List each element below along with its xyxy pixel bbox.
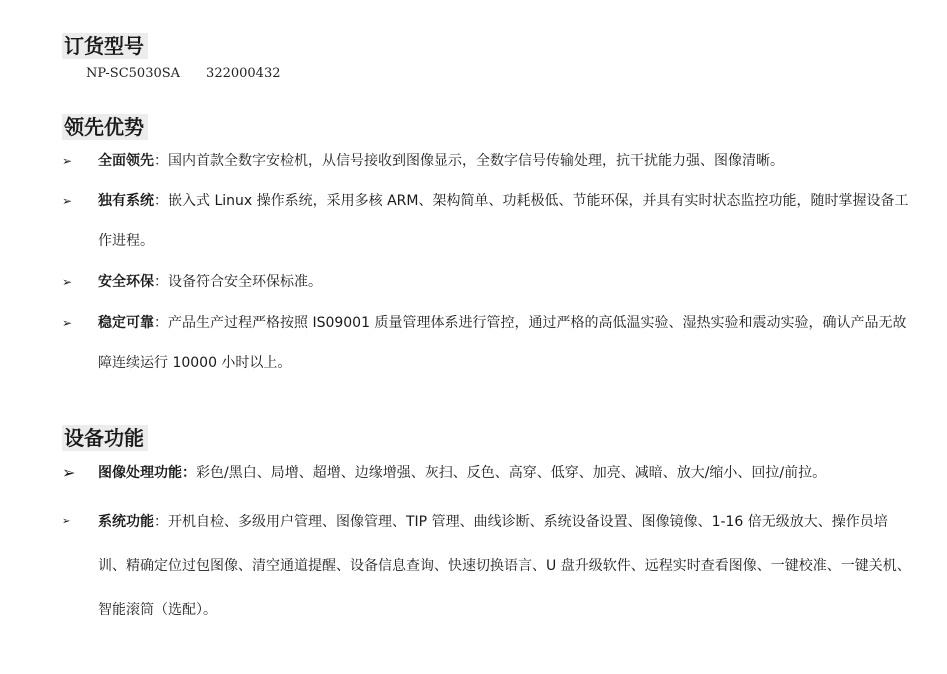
advantage-item [62, 141, 912, 181]
item-text: ：嵌入式 Linux 操作系统，采用多核 ARM、架构简单、功耗极低、节能环保，并具有实时状态监控功能，随时掌握设备工作进程。 [98, 193, 909, 249]
order-code: 322000432 [206, 66, 281, 81]
item-text: 彩色/黑白、局增、超增、边缘增强、灰扫、反色、高穿、低穿、加亮、减暗、放大/缩小、回拉/前拉。 [196, 465, 827, 481]
item-text: ：设备符合安全环保标准。 [154, 274, 322, 290]
bullet-arrow-icon: ➢ [62, 516, 71, 527]
item-label: 稳定可靠 [98, 315, 154, 331]
advantage-item [62, 303, 912, 383]
bullet-arrow-icon: ➢ [62, 316, 73, 330]
item-label: 安全环保 [98, 274, 154, 290]
item-label: 系统功能 [98, 514, 154, 530]
function-item [62, 500, 912, 632]
bullet-arrow-icon: ➢ [62, 275, 73, 289]
item-label: 独有系统 [98, 193, 154, 209]
function-item [62, 453, 912, 493]
item-label: 图像处理功能： [98, 465, 196, 481]
advantage-item [62, 262, 912, 302]
functions-heading: 设备功能 [62, 425, 148, 451]
item-text: ：开机自检、多级用户管理、图像管理、TIP 管理、曲线诊断、系统设备设置、图像镜像、1-16 倍无级放大、操作员培训、精确定位过包图像、清空通道提醒、设备信息查询、快速切换语言、U 盘升级软件、远程实时查看图像、一键校准、一键关机、智能滚筒（选配）。 [98, 514, 911, 618]
item-label: 全面领先 [98, 153, 154, 169]
item-text: ：产品生产过程严格按照 IS09001 质量管理体系进行管控，通过严格的高低温实验、湿热实验和震动实验，确认产品无故障连续运行 10000 小时以上。 [98, 315, 907, 371]
advantages-heading: 领先优势 [62, 114, 148, 140]
advantage-item [62, 181, 912, 261]
item-text: ：国内首款全数字安检机，从信号接收到图像显示，全数字信号传输处理，抗干扰能力强、图像清晰。 [154, 153, 784, 169]
bullet-arrow-icon: ➢ [62, 154, 73, 168]
order-info [86, 66, 281, 81]
bullet-arrow-icon: ➢ [62, 194, 73, 208]
bullet-arrow-icon: ➢ [62, 463, 76, 482]
model-number: NP-SC5030SA [86, 66, 181, 81]
order-heading: 订货型号 [62, 33, 148, 59]
